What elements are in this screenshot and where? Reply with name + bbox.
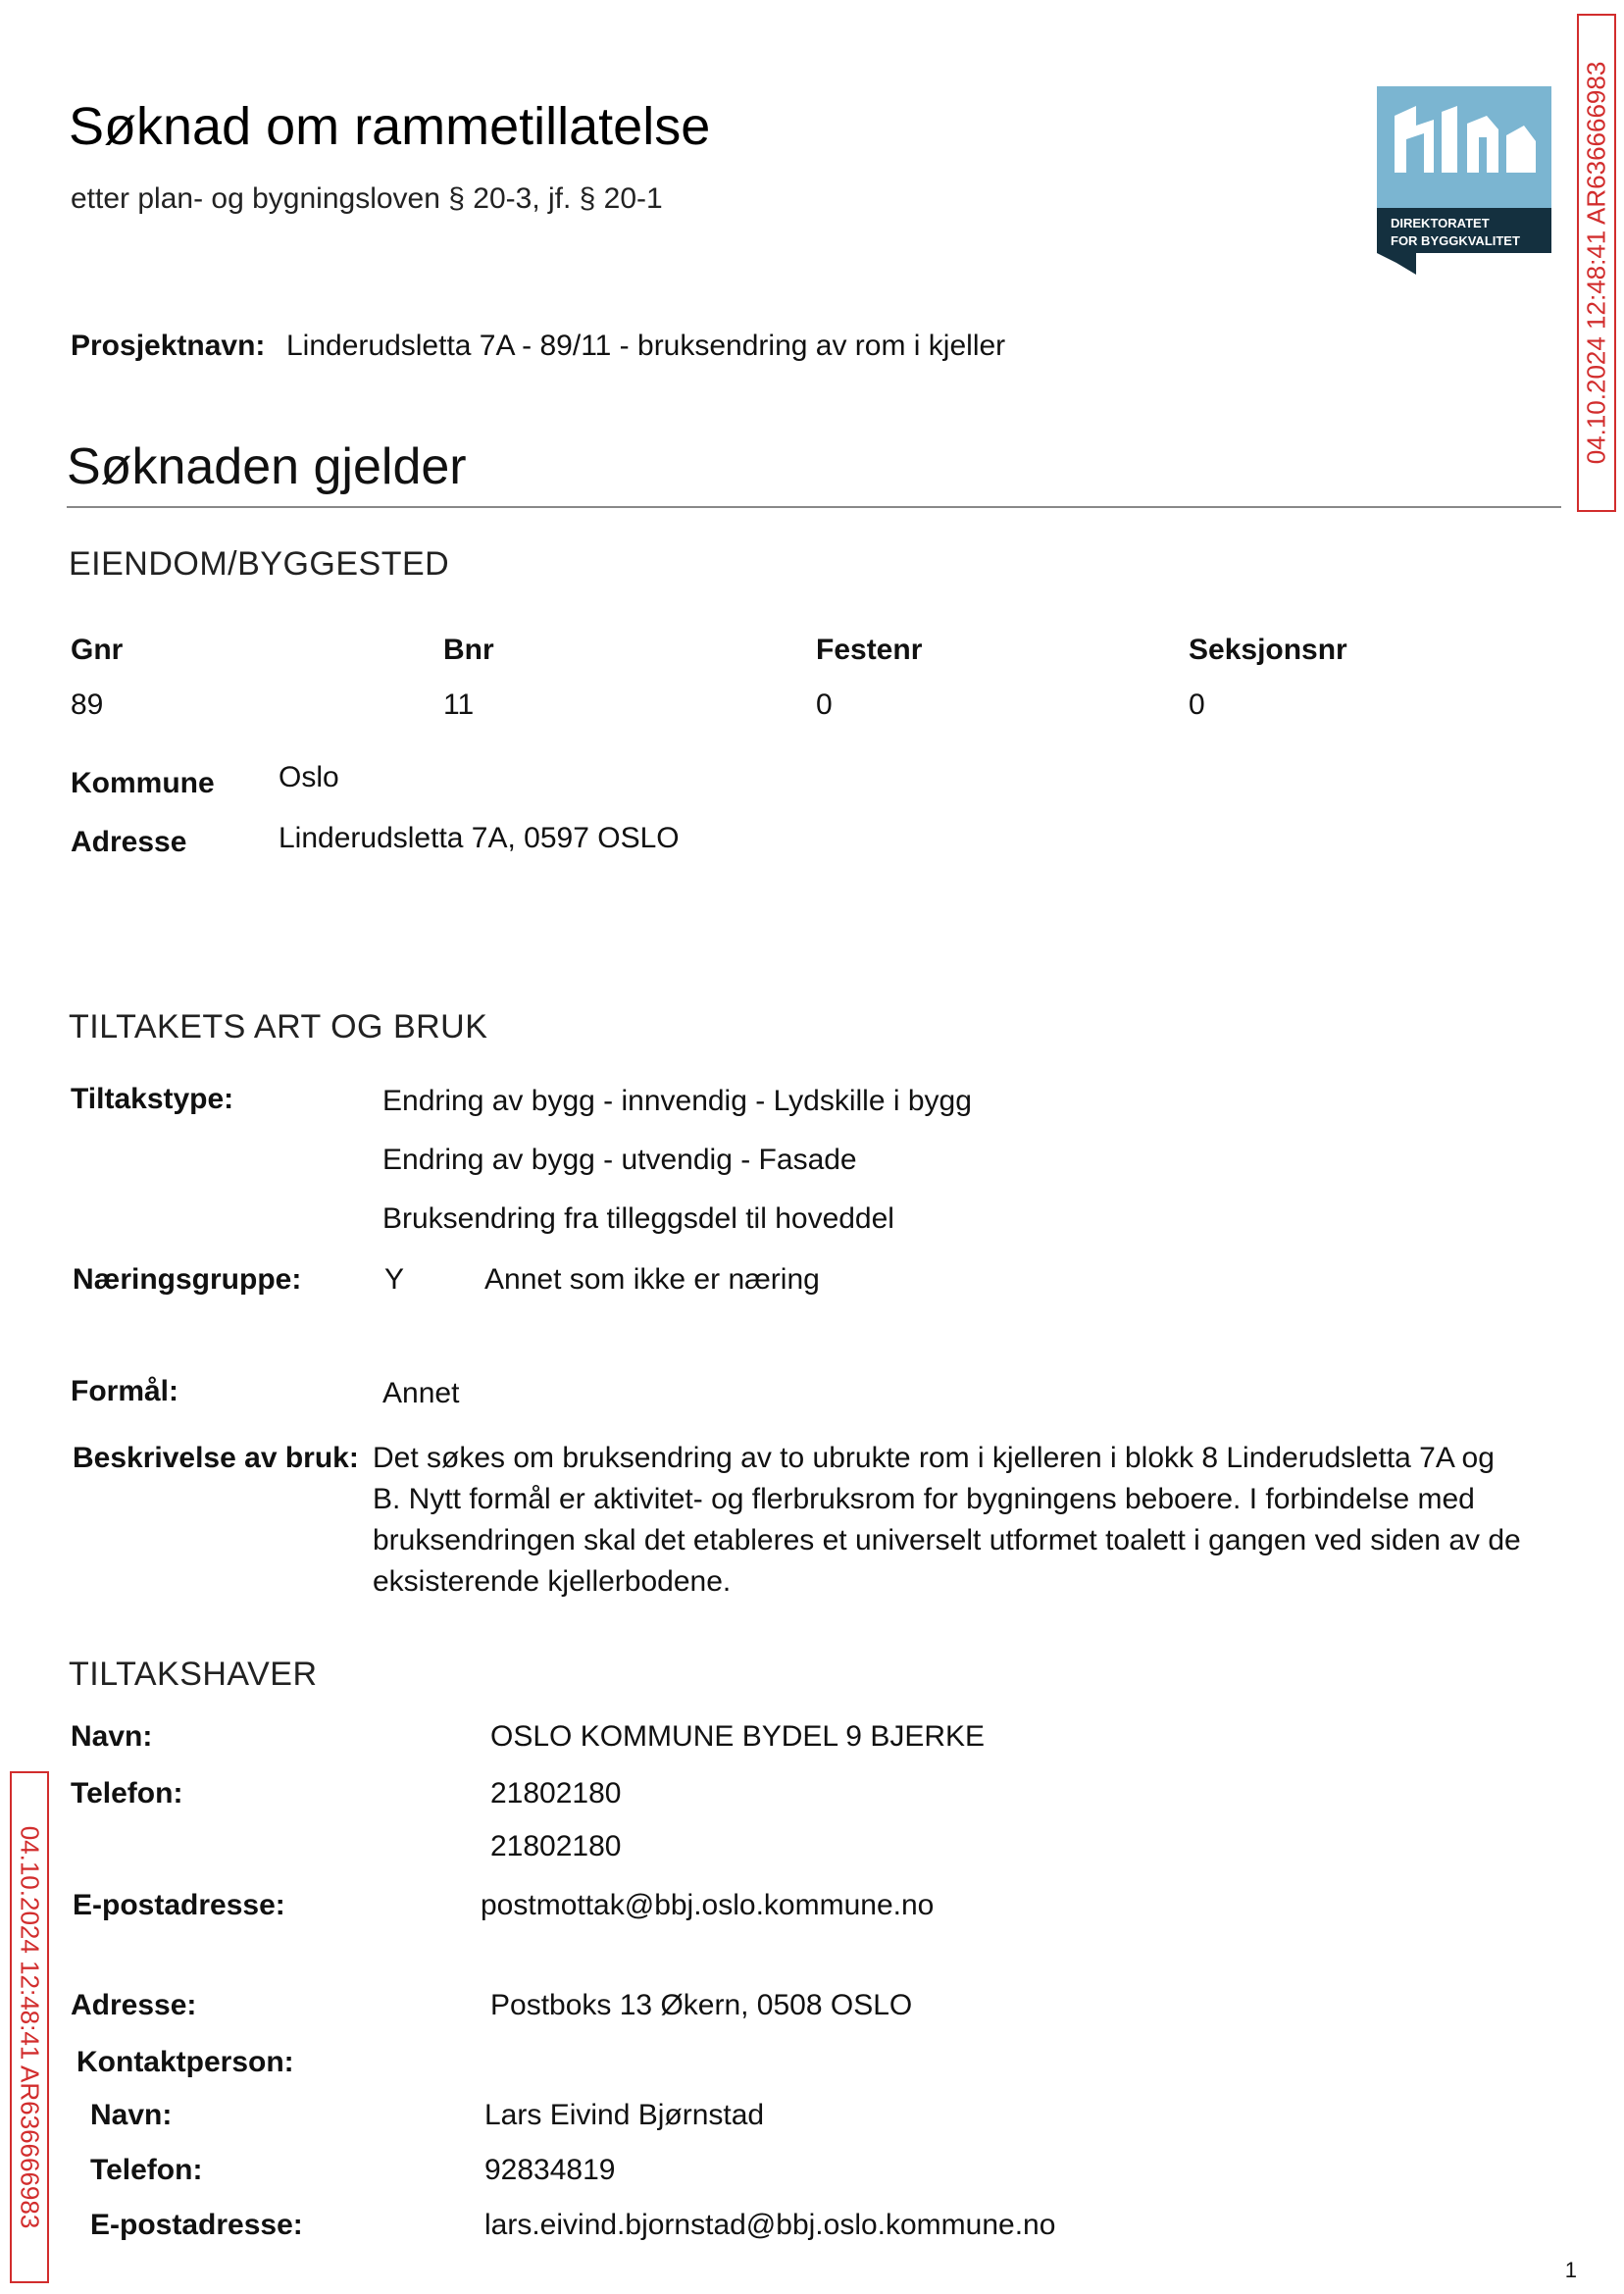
- festenr-value: 0: [816, 688, 833, 721]
- dibk-logo: [1377, 86, 1551, 275]
- bnr-label: Bnr: [443, 634, 494, 666]
- kontaktperson-telefon-label: Telefon:: [90, 2154, 203, 2186]
- formal-label: Formål:: [71, 1375, 179, 1407]
- section-eiendom: EIENDOM/BYGGESTED: [69, 545, 450, 583]
- kontaktperson-label: Kontaktperson:: [76, 2046, 294, 2078]
- adresse-label: Adresse: [71, 826, 187, 858]
- kommune-value: Oslo: [279, 761, 339, 793]
- tiltakstype-label: Tiltakstype:: [71, 1083, 234, 1115]
- dibk-logo-icon: [1377, 86, 1551, 275]
- kontaktperson-navn-label: Navn:: [90, 2099, 173, 2131]
- document-title: Søknad om rammetillatelse: [69, 97, 711, 156]
- logo-text-line-1: DIREKTORATET: [1391, 216, 1490, 230]
- bnr-value: 11: [443, 688, 475, 721]
- receipt-stamp-text: 04.10.2024 12:48:41 AR636666983: [15, 1825, 45, 2229]
- receipt-stamp-left: [10, 1771, 49, 2283]
- tiltakshaver-epost-label: E-postadresse:: [73, 1889, 285, 1921]
- section-heading-soknaden: Søknaden gjelder: [67, 438, 467, 495]
- adresse-value: Linderudsletta 7A, 0597 OSLO: [279, 822, 680, 854]
- gnr-value: 89: [71, 688, 104, 721]
- tiltakshaver-adresse-value: Postboks 13 Økern, 0508 OSLO: [490, 1989, 913, 2021]
- tiltakshaver-navn-value: OSLO KOMMUNE BYDEL 9 BJERKE: [490, 1720, 986, 1753]
- tiltakshaver-telefon-value: 21802180: [490, 1777, 622, 1810]
- kontaktperson-navn-value: Lars Eivind Bjørnstad: [484, 2099, 765, 2131]
- tiltakshaver-telefon-value-2: 21802180: [490, 1830, 622, 1862]
- section-tiltakshaver: TILTAKSHAVER: [69, 1656, 318, 1693]
- tiltakstype-item: Endring av bygg - utvendig - Fasade: [382, 1144, 857, 1176]
- naeringsgruppe-value: Annet som ikke er næring: [484, 1263, 820, 1296]
- naeringsgruppe-code: Y: [384, 1263, 405, 1296]
- document-subtitle: etter plan- og bygningsloven § 20-3, jf. § 20-1: [71, 182, 663, 215]
- tiltakstype-item: Endring av bygg - innvendig - Lydskille i bygg: [382, 1085, 972, 1117]
- kontaktperson-telefon-value: 92834819: [484, 2154, 616, 2186]
- naeringsgruppe-label: Næringsgruppe:: [73, 1263, 302, 1296]
- tiltakshaver-navn-label: Navn:: [71, 1720, 153, 1753]
- formal-value: Annet: [382, 1377, 460, 1409]
- kommune-label: Kommune: [71, 767, 215, 799]
- tiltakshaver-epost-value: postmottak@bbj.oslo.kommune.no: [481, 1889, 935, 1921]
- festenr-label: Festenr: [816, 634, 923, 666]
- project-name-label: Prosjektnavn:: [71, 330, 266, 362]
- section-tiltak: TILTAKETS ART OG BRUK: [69, 1008, 488, 1045]
- project-name-value: Linderudsletta 7A - 89/11 - bruksendring av rom i kjeller: [286, 330, 1006, 362]
- seksjonsnr-value: 0: [1189, 688, 1205, 721]
- receipt-stamp-text: 04.10.2024 12:48:41 AR636666983: [1581, 61, 1611, 465]
- seksjonsnr-label: Seksjonsnr: [1189, 634, 1347, 666]
- beskrivelse-label: Beskrivelse av bruk:: [73, 1442, 359, 1474]
- page-number: 1: [1564, 2258, 1577, 2282]
- receipt-stamp-right: [1577, 14, 1616, 512]
- logo-text-line-2: FOR BYGGKVALITET: [1391, 233, 1520, 248]
- tiltakstype-item: Bruksendring fra tilleggsdel til hoveddel: [382, 1202, 894, 1235]
- heading-divider: [67, 506, 1561, 508]
- tiltakshaver-telefon-label: Telefon:: [71, 1777, 183, 1810]
- kontaktperson-epost-value: lars.eivind.bjornstad@bbj.oslo.kommune.no: [484, 2209, 1056, 2241]
- tiltakshaver-adresse-label: Adresse:: [71, 1989, 197, 2021]
- kontaktperson-epost-label: E-postadresse:: [90, 2209, 303, 2241]
- gnr-label: Gnr: [71, 634, 124, 666]
- beskrivelse-value: Det søkes om bruksendring av to ubrukte rom i kjelleren i blokk 8 Linderudsletta 7A og B. Nytt formål er aktivitet- og flerbruksrom for bygningens beboere. I forbindelse med bruksendringen skal det etableres et universelt utformet toalett i gangen ved siden av de eksisterende kjellerbodene.: [373, 1442, 1521, 1598]
